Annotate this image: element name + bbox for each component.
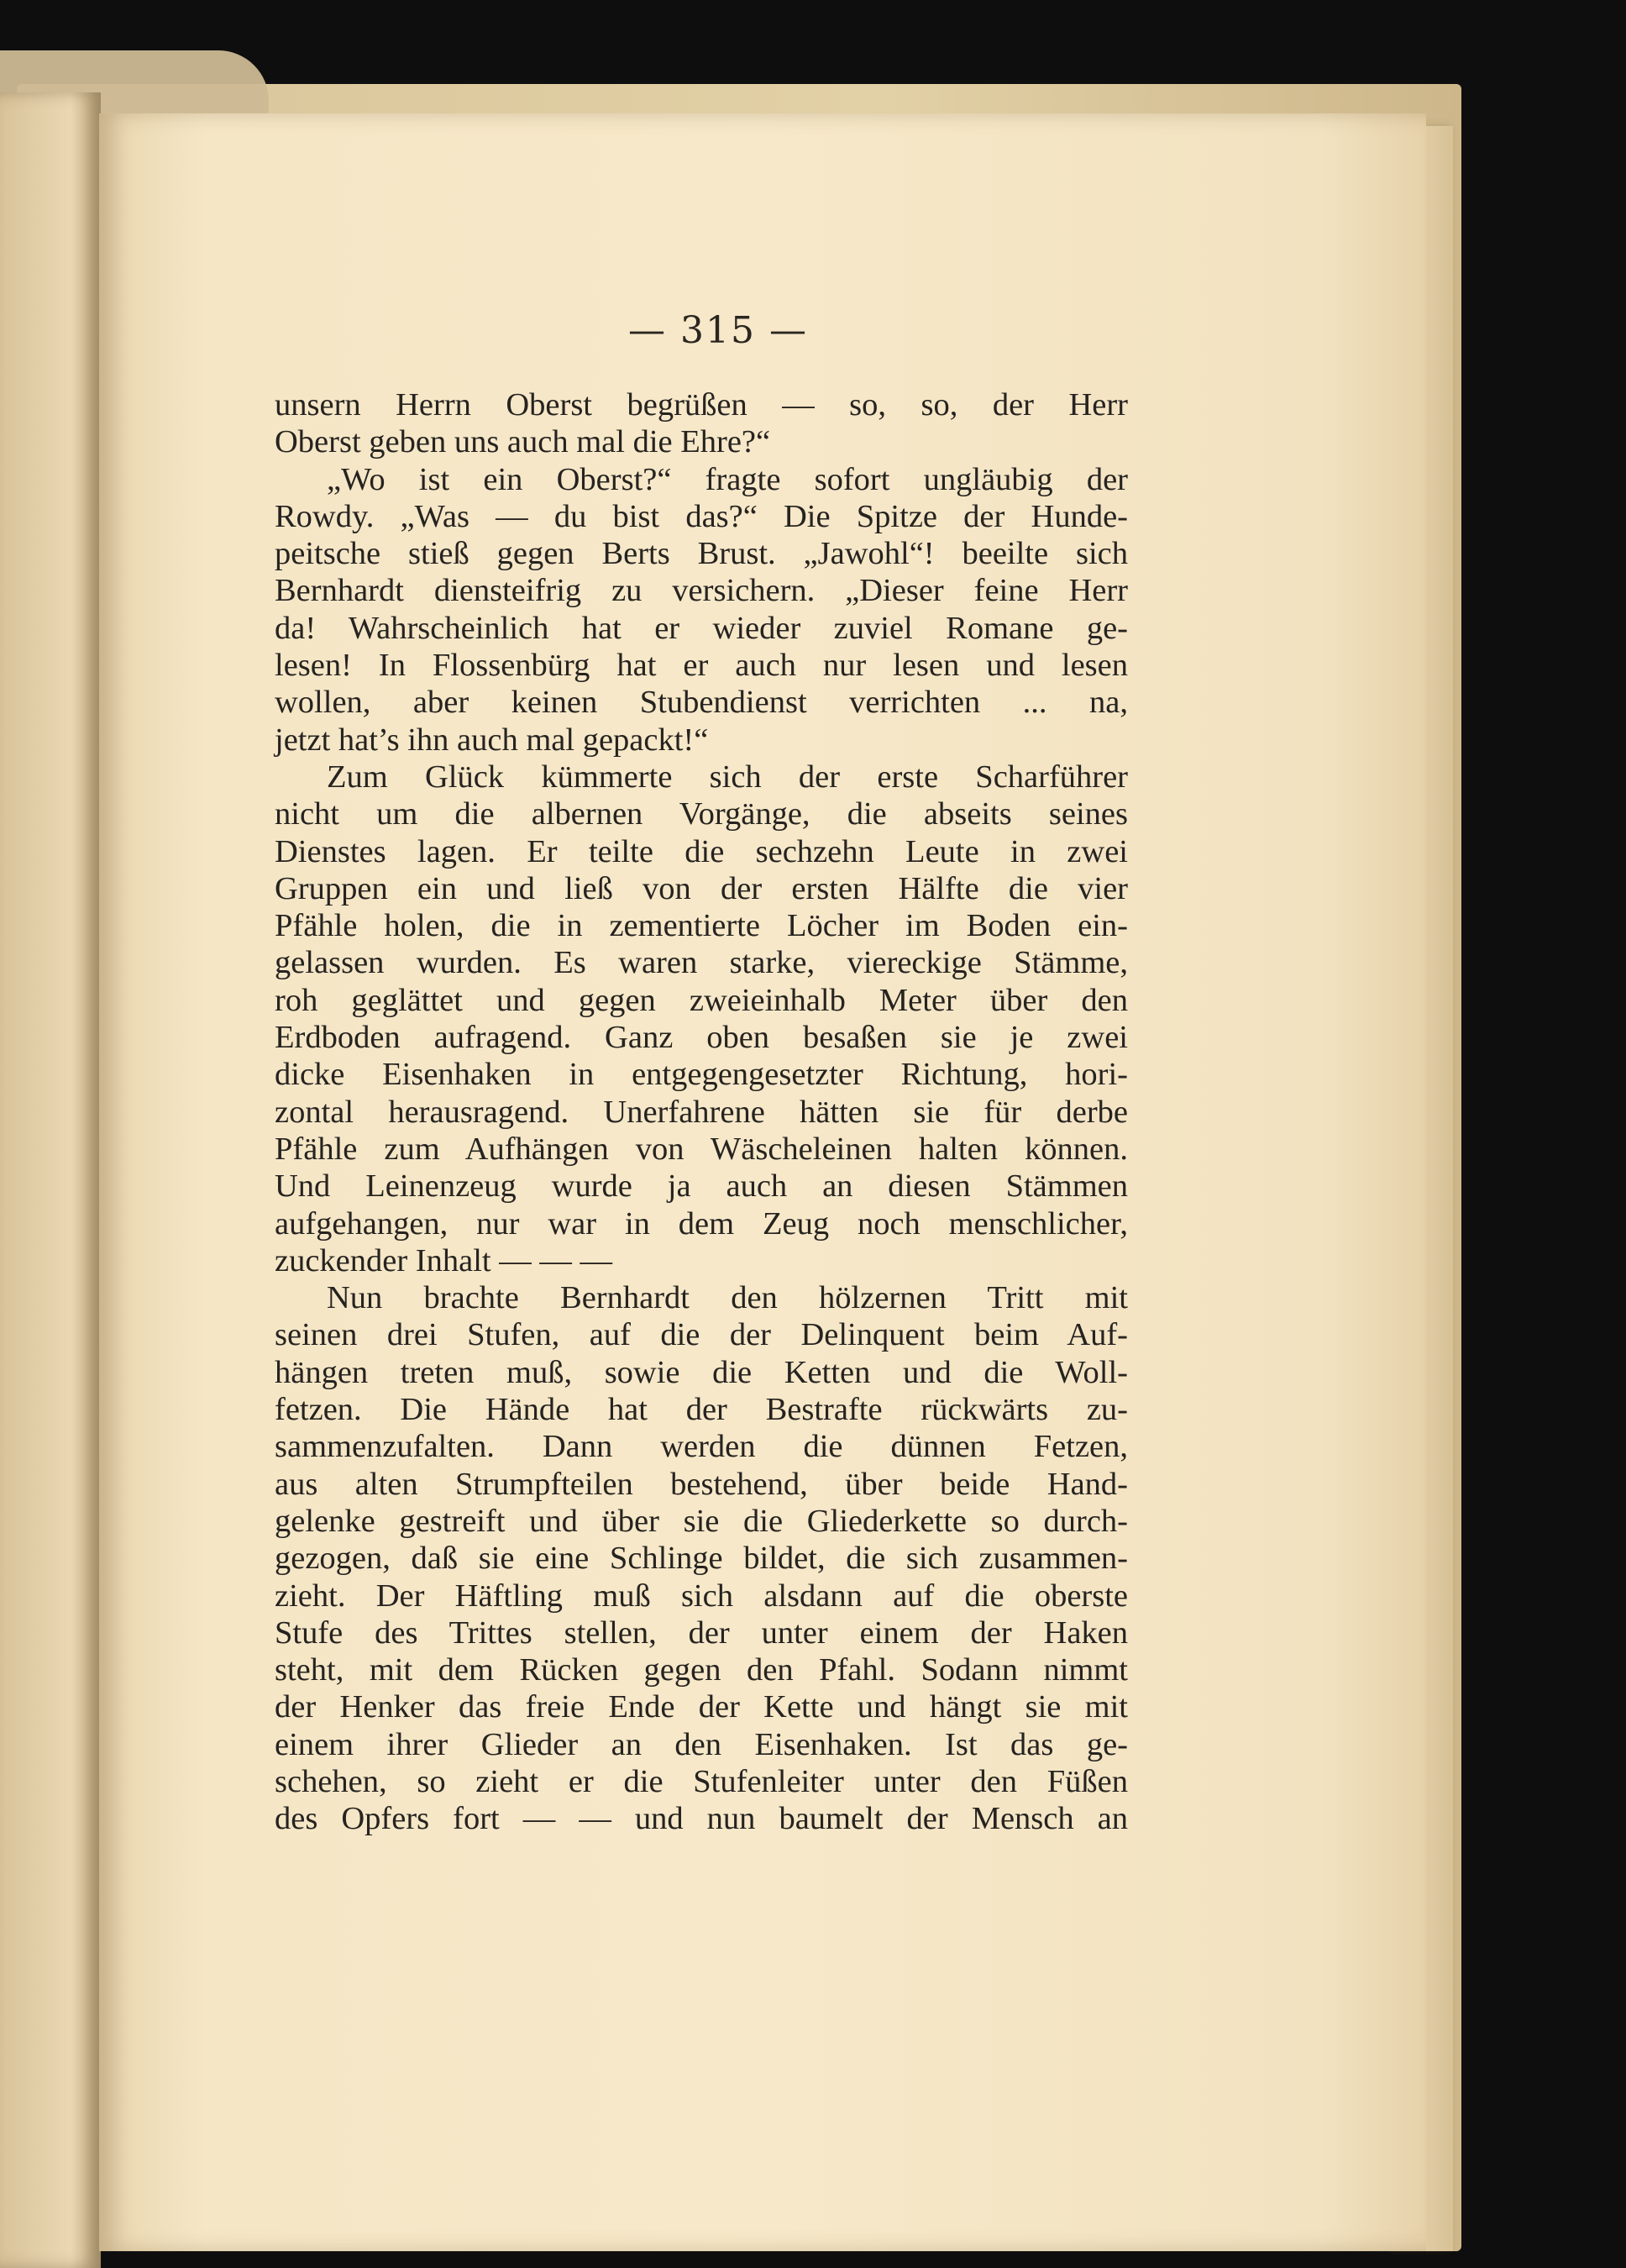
text-line: Zum Glück kümmerte sich der erste Scharführer bbox=[327, 759, 1128, 795]
text-line: roh geglättet und gegen zweieinhalb Meter über den bbox=[275, 982, 1128, 1018]
text-line: Oberst geben uns auch mal die Ehre?“ bbox=[275, 424, 771, 460]
text-line: Und Leinenzeug wurde ja auch an diesen Stämmen bbox=[275, 1168, 1128, 1205]
text-line: aufgehangen, nur war in dem Zeug noch menschlicher, bbox=[275, 1205, 1128, 1242]
text-line: einem ihrer Glieder an den Eisenhaken. Ist das ge- bbox=[275, 1726, 1128, 1762]
text-line: nicht um die albernen Vorgänge, die abseits seines bbox=[275, 796, 1128, 832]
text-line: seinen drei Stufen, auf die der Delinquent beim Auf- bbox=[275, 1317, 1128, 1353]
text-line: zuckender Inhalt — — — bbox=[275, 1242, 612, 1278]
text-line: wollen, aber keinen Stubendienst verrichten ... na, bbox=[275, 685, 1128, 721]
text-line: Dienstes lagen. Er teilte die sechzehn Leute in zwei bbox=[275, 833, 1128, 869]
text-line: Pfähle holen, die in zementierte Löcher im Boden ein- bbox=[275, 908, 1128, 944]
text-line: des Opfers fort — — und nun baumelt der Mensch an bbox=[275, 1801, 1128, 1837]
text-line: Pfähle zum Aufhängen von Wäscheleinen halten können. bbox=[275, 1131, 1128, 1167]
page-number: — 315 — bbox=[628, 309, 808, 352]
text-line: „Wo ist ein Oberst?“ fragte sofort ungläubig der bbox=[327, 461, 1128, 497]
text-line: schehen, so zieht er die Stufenleiter unter den Füßen bbox=[275, 1763, 1128, 1799]
text-line: peitsche stieß gegen Berts Brust. „Jawohl“! beeilte sich bbox=[275, 536, 1128, 572]
text-line: zontal herausragend. Unerfahrene hätten sie für derbe bbox=[275, 1094, 1128, 1130]
text-line: steht, mit dem Rücken gegen den Pfahl. Sodann nimmt bbox=[275, 1652, 1128, 1688]
text-line: da! Wahrscheinlich hat er wieder zuviel Romane ge- bbox=[275, 610, 1128, 646]
text-line: unsern Herrn Oberst begrüßen — so, so, der Herr bbox=[275, 387, 1128, 423]
text-line: gelassen wurden. Es waren starke, viereckige Stämme, bbox=[275, 945, 1128, 981]
page-body-text bbox=[275, 386, 1128, 1838]
text-line: Erdboden aufragend. Ganz oben besaßen sie je zwei bbox=[275, 1020, 1128, 1056]
text-line: Nun brachte Bernhardt den hölzernen Tritt mit bbox=[327, 1280, 1128, 1316]
text-line: hängen treten muß, sowie die Ketten und die Woll- bbox=[275, 1354, 1128, 1390]
text-line: Rowdy. „Was — du bist das?“ Die Spitze der Hunde- bbox=[275, 498, 1128, 534]
text-line: jetzt hat’s ihn auch mal gepackt!“ bbox=[275, 722, 709, 758]
text-line: Stufe des Trittes stellen, der unter einem der Haken bbox=[275, 1614, 1128, 1651]
text-line: zieht. Der Häftling muß sich alsdann auf die oberste bbox=[275, 1578, 1128, 1614]
text-line: lesen! In Flossenbürg hat er auch nur lesen und lesen bbox=[275, 648, 1128, 684]
text-line: fetzen. Die Hände hat der Bestrafte rückwärts zu- bbox=[275, 1392, 1128, 1428]
text-line: sammenzufalten. Dann werden die dünnen Fetzen, bbox=[275, 1429, 1128, 1465]
text-line: aus alten Strumpfteilen bestehend, über beide Hand- bbox=[275, 1466, 1128, 1502]
text-line: gezogen, daß sie eine Schlinge bildet, die sich zusammen- bbox=[275, 1541, 1128, 1577]
text-line: der Henker das freie Ende der Kette und hängt sie mit bbox=[275, 1689, 1128, 1725]
text-line: Gruppen ein und ließ von der ersten Hälfte die vier bbox=[275, 870, 1128, 906]
text-line: gelenke gestreift und über sie die Gliederkette so durch- bbox=[275, 1503, 1128, 1539]
text-line: dicke Eisenhaken in entgegengesetzter Richtung, hori- bbox=[275, 1057, 1128, 1093]
previous-page-edge bbox=[0, 92, 101, 2268]
text-line: Bernhardt diensteifrig zu versichern. „Dieser feine Herr bbox=[275, 573, 1128, 609]
